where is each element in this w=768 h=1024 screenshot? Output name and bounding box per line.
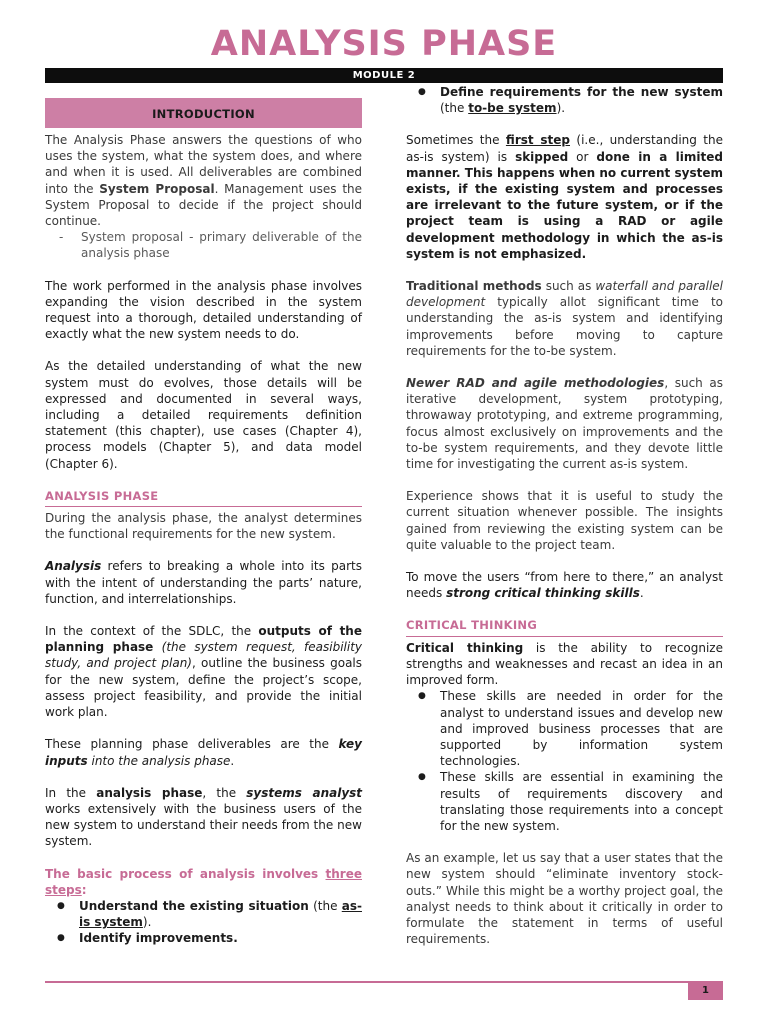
- paragraph-expanding-vision: The work performed in the analysis phase involves expanding the vision described in the system request into a thorough, detailed understanding of exactly what the new system needs to do.: [45, 278, 362, 342]
- left-column: [45, 98, 362, 947]
- intro-paragraph: The Analysis Phase answers the questions of who uses the system, what the system does, and where and when it is used. All deliverables are combined into the System Proposal. Management uses the System Proposal to decide if the project should continue.: [45, 133, 363, 229]
- paragraph-functional-requirements: During the analysis phase, the analyst determines the functional requirements for the new system.: [45, 511, 362, 542]
- right-column: [406, 84, 723, 947]
- paragraph-experience: Experience shows that it is useful to study the current situation whenever possible. The insights gained from reviewing the existing system can be quite valuable to the project team.: [406, 489, 723, 552]
- critical-thinking-list: [406, 688, 723, 834]
- steps-list: [45, 898, 362, 947]
- paragraph-here-to-there: To move the users “from here to there,” an analyst needs strong critical thinking skills.: [406, 570, 723, 601]
- paragraph-analysis-definition: Analysis refers to breaking a whole into its parts with the intent of understanding the parts’ nature, function, and interrelationships.: [45, 559, 362, 606]
- page-title: ANALYSIS PHASE: [210, 24, 558, 64]
- paragraph-traditional-methods: Traditional methods such as waterfall and parallel development typically allot significant time to understanding the as-is system and identifying improvements before moving to capture requirements for the to-be system.: [406, 279, 724, 358]
- paragraph-detailed-understanding: As the detailed understanding of what the new system must do evolves, those details will be expressed and documented in several ways, including a detailed requirements definition statement (this chapter), use cases (Chapter 4), process models (Chapter 5), and data model (Chapter 6).: [45, 359, 362, 471]
- critical-thinking-item: ● These skills are needed in order for the analyst to understand issues and develop new and improved business processes that are supported by information system technologies.: [418, 688, 723, 769]
- steps-list-continued: [406, 84, 723, 116]
- step-item: ● Identify improvements.: [57, 930, 362, 946]
- paragraph-critical-thinking-definition: Critical thinking is the ability to recognize strengths and weaknesses and recast an idea in an improved form.: [406, 640, 723, 688]
- paragraph-example: As an example, let us say that a user states that the new system should “eliminate inventory stock-outs.” While this might be a worthy project goal, the analyst needs to think about it critically in order to formulate the statement in terms of useful requirements.: [406, 851, 723, 947]
- critical-thinking-item: ● These skills are essential in examining the results of requirements discovery and translating those requirements into a concept for the new system.: [418, 769, 723, 834]
- paragraph-three-steps: The basic process of analysis involves three steps:: [45, 866, 362, 897]
- paragraph-sdlc-context: In the context of the SDLC, the outputs of the planning phase (the system request, feasibility study, and project plan), outline the business goals for the new system, define the project’s scope, assess project feasibility, and provide the initial work plan.: [45, 624, 363, 720]
- paragraph-key-inputs: These planning phase deliverables are the key inputs into the analysis phase.: [45, 737, 362, 768]
- introduction-heading: INTRODUCTION: [45, 98, 362, 128]
- analysis-phase-heading: ANALYSIS PHASE: [45, 488, 362, 507]
- footer-divider: [45, 981, 723, 983]
- page-number: 1: [688, 981, 723, 1000]
- intro-sublist-item: - System proposal - primary deliverable of the analysis phase: [69, 229, 362, 261]
- paragraph-first-step-skipped: Sometimes the first step (i.e., understanding the as-is system) is skipped or done in a limited manner. This happens when no current system exists, if the existing system and processes are irrelevant to the future system, or if the project team is using a RAD or agile development methodology in which the as-is system is not emphasized.: [406, 133, 724, 261]
- step-item: ● Define requirements for the new system (the to-be system).: [418, 84, 723, 116]
- paragraph-systems-analyst: In the analysis phase, the systems analyst works extensively with the business users of the new system to understand their needs from the new system.: [45, 785, 363, 849]
- module-bar: MODULE 2: [45, 68, 723, 83]
- intro-sublist: [45, 229, 362, 261]
- critical-thinking-heading: CRITICAL THINKING: [406, 617, 723, 636]
- paragraph-newer-methodologies: Newer RAD and agile methodologies, such as iterative development, system prototyping, throwaway prototyping, and extreme programming, focus almost exclusively on improvements and the to-be system requirements, and they devote little time for investigating the current as-is system.: [406, 376, 723, 472]
- step-item: ● Understand the existing situation (the as-is system).: [57, 898, 362, 930]
